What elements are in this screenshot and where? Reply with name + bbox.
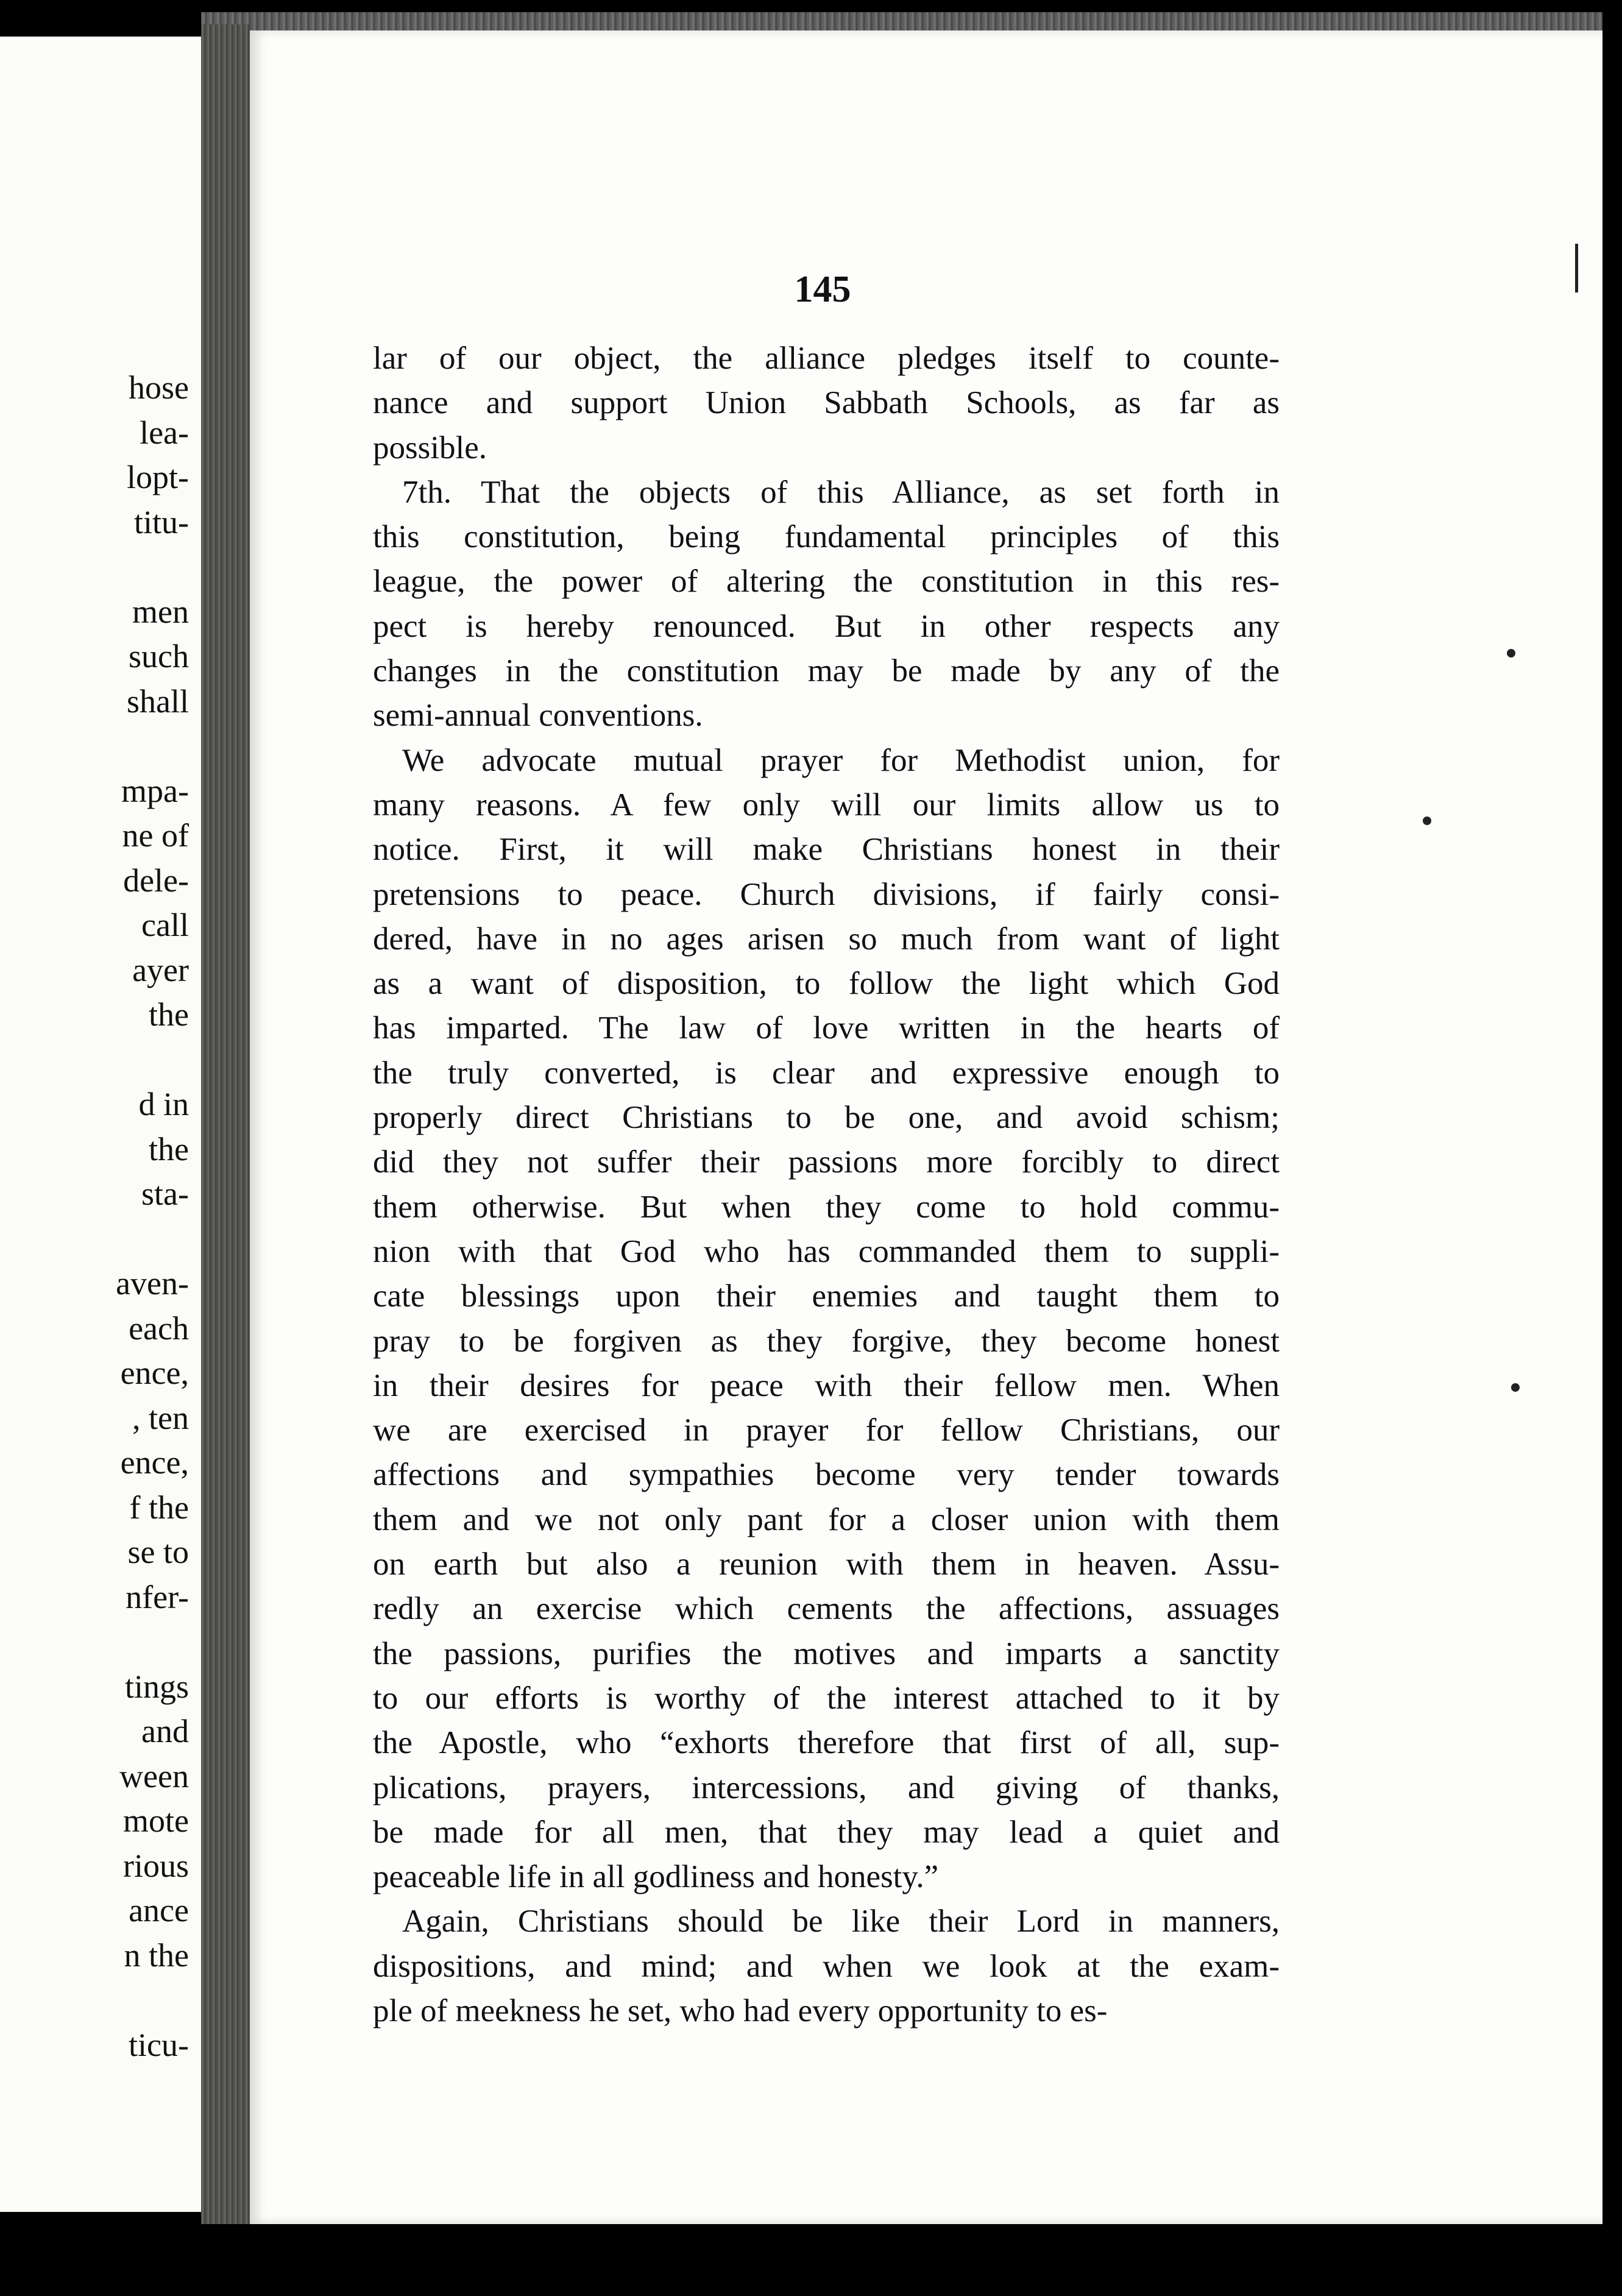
- text-line: 7th. That the objects of this Alliance, as set forth in: [402, 474, 1280, 510]
- left-page-line-fragment: shall: [127, 682, 189, 720]
- margin-speck: [1507, 649, 1515, 657]
- text-line: ple of meekness he set, who had every opportunity to es-: [373, 1993, 1108, 2028]
- text-line: has imparted. The law of love written in the hearts of: [373, 1010, 1280, 1046]
- text-line: league, the power of altering the constitution in this res-: [373, 564, 1280, 600]
- left-page-line-fragment: [6, 724, 189, 769]
- paragraph: [373, 470, 1280, 739]
- text-line: the truly converted, is clear and expressive enough to: [373, 1055, 1280, 1091]
- text-line: redly an exercise which cements the affections, assuages: [373, 1591, 1280, 1627]
- left-page-line-fragment: se to: [127, 1534, 189, 1570]
- left-page-line-fragment: ne of: [122, 817, 189, 854]
- left-page-line-fragment: nfer-: [126, 1578, 189, 1615]
- text-line: pray to be forgiven as they forgive, they become honest: [373, 1323, 1280, 1359]
- left-page-line-fragment: aven-: [116, 1265, 189, 1302]
- text-line: dered, have in no ages arisen so much from want of light: [373, 921, 1280, 957]
- left-page-line-fragment: hose: [129, 369, 189, 406]
- left-page-line-fragment: titu-: [134, 503, 189, 540]
- text-line: many reasons. A few only will our limits allow us to: [373, 787, 1280, 823]
- left-page-line-fragment: lopt-: [127, 459, 189, 495]
- left-page-line-fragment: n the: [124, 1936, 189, 1974]
- text-line: possible.: [373, 430, 487, 466]
- book-spine-binding: [201, 24, 250, 2224]
- text-line: this constitution, being fundamental principles of this: [373, 519, 1280, 555]
- text-line: as a want of disposition, to follow the light which God: [373, 966, 1280, 1002]
- left-page-line-fragment: , ten: [132, 1399, 189, 1436]
- page-number: 145: [794, 269, 851, 310]
- left-page-line-fragment: ween: [119, 1757, 189, 1795]
- left-page-text-fragments: [6, 366, 189, 2067]
- left-page-line-fragment: the: [149, 1130, 189, 1167]
- left-page-line-fragment: and: [141, 1713, 189, 1749]
- margin-speck: [1511, 1383, 1520, 1392]
- left-page-line-fragment: [6, 1620, 189, 1665]
- text-line: be made for all men, that they may lead a quiet and: [373, 1814, 1280, 1850]
- text-line: them and we not only pant for a closer union with them: [373, 1501, 1280, 1537]
- left-page-line-fragment: lea-: [140, 414, 189, 451]
- left-page-line-fragment: call: [141, 907, 189, 943]
- text-line: affections and sympathies become very tender towards: [373, 1457, 1280, 1493]
- text-line: the Apostle, who “exhorts therefore that first of all, sup-: [373, 1725, 1280, 1761]
- text-line: pect is hereby renounced. But in other respects any: [373, 608, 1280, 644]
- left-page-line-fragment: ance: [129, 1892, 189, 1929]
- left-page-line-fragment: mpa-: [121, 772, 189, 809]
- left-page-line-fragment: ticu-: [129, 2026, 189, 2063]
- left-page-line-fragment: [6, 545, 189, 590]
- left-page-line-fragment: ence,: [120, 1355, 189, 1391]
- text-line: pretensions to peace. Church divisions, if fairly consi-: [373, 876, 1280, 912]
- text-line: in their desires for peace with their fellow men. When: [373, 1367, 1280, 1403]
- text-line: we are exercised in prayer for fellow Christians, our: [373, 1412, 1280, 1448]
- left-page-line-fragment: [6, 1038, 189, 1083]
- paragraph: [373, 336, 1280, 470]
- page-edge-mark: [1575, 244, 1578, 292]
- left-page-line-fragment: rious: [123, 1847, 189, 1884]
- left-page-line-fragment: each: [129, 1309, 189, 1347]
- paragraph: [373, 1899, 1280, 2033]
- left-page-line-fragment: [6, 1978, 189, 2023]
- margin-speck: [1423, 817, 1431, 825]
- text-line: semi-annual conventions.: [373, 698, 703, 734]
- text-line: nion with that God who has commanded them to suppli-: [373, 1233, 1280, 1269]
- left-page-line-fragment: [6, 1217, 189, 1262]
- text-line: dispositions, and mind; and when we look at the exam-: [373, 1948, 1280, 1984]
- left-page-line-fragment: tings: [124, 1668, 189, 1705]
- paragraph: [373, 739, 1280, 1900]
- text-line: cate blessings upon their enemies and taught them to: [373, 1278, 1280, 1314]
- left-page: [0, 37, 201, 2212]
- left-page-line-fragment: dele-: [123, 862, 189, 899]
- left-page-line-fragment: the: [149, 996, 189, 1033]
- text-line: them otherwise. But when they come to hold commu-: [373, 1189, 1280, 1225]
- text-line: notice. First, it will make Christians honest in their: [373, 832, 1280, 868]
- left-page-line-fragment: f the: [129, 1489, 189, 1526]
- left-page-line-fragment: men: [132, 593, 189, 630]
- text-line: on earth but also a reunion with them in heaven. Assu-: [373, 1547, 1280, 1582]
- left-page-line-fragment: ayer: [132, 951, 189, 988]
- text-line: Again, Christians should be like their Lord in manners,: [402, 1904, 1280, 1940]
- text-line: We advocate mutual prayer for Methodist union, for: [402, 742, 1280, 778]
- left-page-line-fragment: d in: [138, 1086, 189, 1122]
- left-page-line-fragment: such: [129, 638, 189, 675]
- text-line: lar of our object, the alliance pledges itself to counte-: [373, 341, 1280, 376]
- page-body-text: [373, 336, 1280, 2033]
- text-line: nance and support Union Sabbath Schools, as far as: [373, 385, 1280, 421]
- left-page-line-fragment: sta-: [141, 1175, 189, 1212]
- text-line: the passions, purifies the motives and imparts a sanctity: [373, 1635, 1280, 1671]
- text-line: peaceable life in all godliness and honesty.”: [373, 1859, 939, 1895]
- left-page-line-fragment: mote: [123, 1802, 189, 1839]
- left-page-line-fragment: ence,: [120, 1444, 189, 1481]
- text-line: plications, prayers, intercessions, and giving of thanks,: [373, 1770, 1280, 1805]
- text-line: changes in the constitution may be made by any of the: [373, 653, 1280, 689]
- text-line: to our efforts is worthy of the interest attached to it by: [373, 1680, 1280, 1716]
- text-line: properly direct Christians to be one, and avoid schism;: [373, 1100, 1280, 1136]
- text-line: did they not suffer their passions more forcibly to direct: [373, 1144, 1280, 1180]
